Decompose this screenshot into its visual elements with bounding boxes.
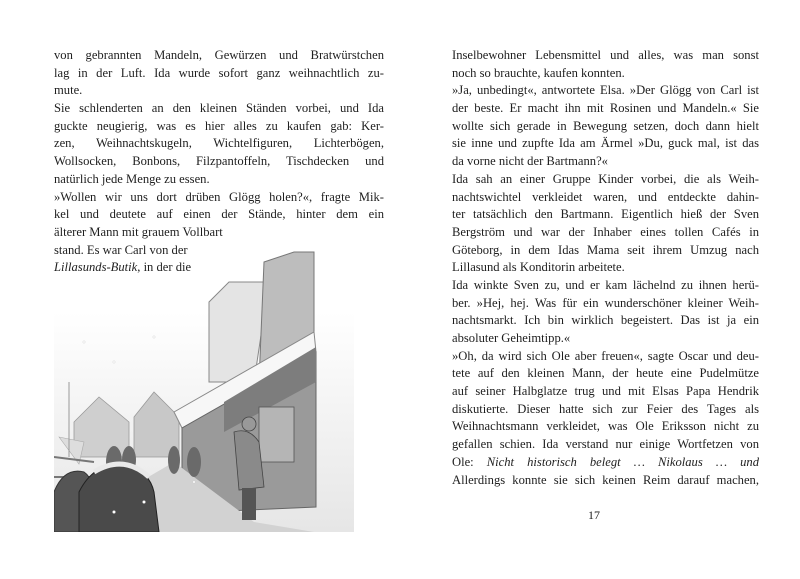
text-line [452, 401, 759, 419]
text-segment: »Wollen wir uns dort drüben Glögg holen?«, fragte Mik- [54, 189, 384, 204]
text-segment: diskutierte. Dieser hatte sich zur Feier des Tages als [452, 401, 759, 416]
text-line [452, 135, 759, 153]
text-segment: Ida winkte Sven zu, und er kam lächelnd zu ihnen herü- [452, 277, 759, 292]
text-segment: nachtswichtel verkleidet waren, und entdeckte dahin- [452, 189, 759, 204]
text-segment: lag in der Luft. Ida wurde sofort ganz weihnachtlich zu- [54, 65, 384, 80]
text-segment: Ida sah an einer Gruppe Kinder vorbei, die als Weih- [452, 171, 759, 186]
text-line [54, 118, 384, 136]
text-line [452, 171, 759, 189]
text-segment: tete auf den kleinen Mann, der heute eine Pudelmütze [452, 366, 759, 381]
text-line [54, 135, 384, 153]
page-number: 17 [588, 508, 600, 522]
text-segment: natürlich jede Menge zu essen. [54, 171, 210, 186]
text-line [452, 65, 759, 83]
text-segment: ter tatsächlich den Bartmann. Eigentlich hieß der Sven [452, 207, 759, 222]
text-segment: der beste. Er macht ihn mit Rosinen und Mandeln.« Sie [452, 101, 759, 116]
christmas-market-illustration [54, 232, 354, 532]
text-segment: guckte neugierig, was es hier alles zu kaufen gab: Ker- [54, 118, 384, 133]
text-line [452, 47, 759, 65]
text-line [452, 472, 759, 490]
text-line [452, 312, 759, 330]
text-segment: zen, Weihnachtskugeln, Wichtelfiguren, Lichterbögen, [54, 136, 384, 151]
text-segment: auf seiner Halbglatze trug und mit Elsas Papa Hendrik [452, 384, 759, 399]
text-segment: absoluter Geheimtipp.« [452, 331, 571, 345]
text-segment: Bergström und war der Inhaber eines tollen Cafés in [452, 224, 759, 239]
text-segment: nachtsmarkt. Ich bin wirklich begeistert. Das ist ja ein [452, 313, 759, 328]
text-line [452, 418, 759, 436]
text-segment: Lillasund als Konditorin arbeitete. [452, 260, 625, 275]
text-line [452, 259, 759, 277]
text-line [452, 82, 759, 100]
text-line [452, 100, 759, 118]
right-page-text [452, 47, 759, 489]
text-line [54, 189, 384, 207]
text-segment: noch so brauchte, kaufen konnten. [452, 65, 625, 80]
text-line [54, 206, 384, 224]
text-segment: von gebrannten Mandeln, Gewürzen und Bratwürstchen [54, 48, 384, 62]
text-line [452, 365, 759, 383]
text-line [54, 153, 384, 171]
text-line [452, 454, 759, 472]
text-segment: Inselbewohner Lebensmittel und alles, was man sonst [452, 48, 759, 62]
text-segment: Weihnachtsmann verkleidet, was Ole Eriksson nicht zu [452, 419, 759, 434]
text-segment: »Ja, unbedingt«, antwortete Elsa. »Der Glögg von Carl ist [452, 83, 759, 98]
text-line [54, 47, 384, 65]
text-segment: Göteborg, in dem Idas Mama seit ihrem Umzug nach [452, 242, 759, 257]
text-line [452, 277, 759, 295]
text-segment: , in der die [137, 260, 192, 275]
text-segment: stand. Es war Carl von der [54, 242, 188, 257]
italic-text: Nicht historisch belegt … Nikolaus … und [486, 454, 759, 469]
text-line [452, 295, 759, 313]
text-line [452, 348, 759, 366]
text-line [452, 189, 759, 207]
text-segment: mute. [54, 83, 83, 98]
text-line [452, 118, 759, 136]
text-segment: da vorne nicht der Bartmann?« [452, 154, 608, 169]
italic-text: Lillasunds-Butik [54, 260, 138, 275]
text-segment: gefallen schien. Ida verstand nur einige Wortfetzen von [452, 437, 759, 452]
text-segment: ber. »Hej, hej. Was für ein wunderschöner kleiner Weih- [452, 295, 759, 310]
text-line [452, 224, 759, 242]
text-segment: sie inne und zupfte Ida am Ärmel »Du, guck mal, ist das [452, 136, 759, 151]
text-line [452, 330, 759, 348]
text-segment: wollte sich gerade in Bewegung setzen, doch dann hielt [452, 118, 759, 133]
text-line [54, 171, 384, 189]
text-line [452, 242, 759, 260]
text-line [54, 65, 384, 83]
text-line [452, 206, 759, 224]
text-segment: Allerdings konnte sie sich keinen Reim darauf machen, [452, 472, 759, 487]
text-line [452, 436, 759, 454]
text-line [452, 153, 759, 171]
text-segment: Wollsocken, Bonbons, Filzpantoffeln, Tischdecken und [54, 154, 384, 169]
text-segment: Ole: [452, 454, 487, 469]
text-line [54, 82, 384, 100]
text-line [54, 100, 384, 118]
text-segment: Sie schlenderten an den kleinen Ständen vorbei, und Ida [54, 101, 384, 116]
text-segment: kel und deutete auf einen der Stände, hinter dem ein [54, 207, 384, 222]
text-segment: »Oh, da wird sich Ole aber freuen«, sagte Oscar und deu- [452, 348, 759, 363]
text-segment: älterer Mann mit grauem Vollbart [54, 224, 223, 239]
text-line [452, 383, 759, 401]
